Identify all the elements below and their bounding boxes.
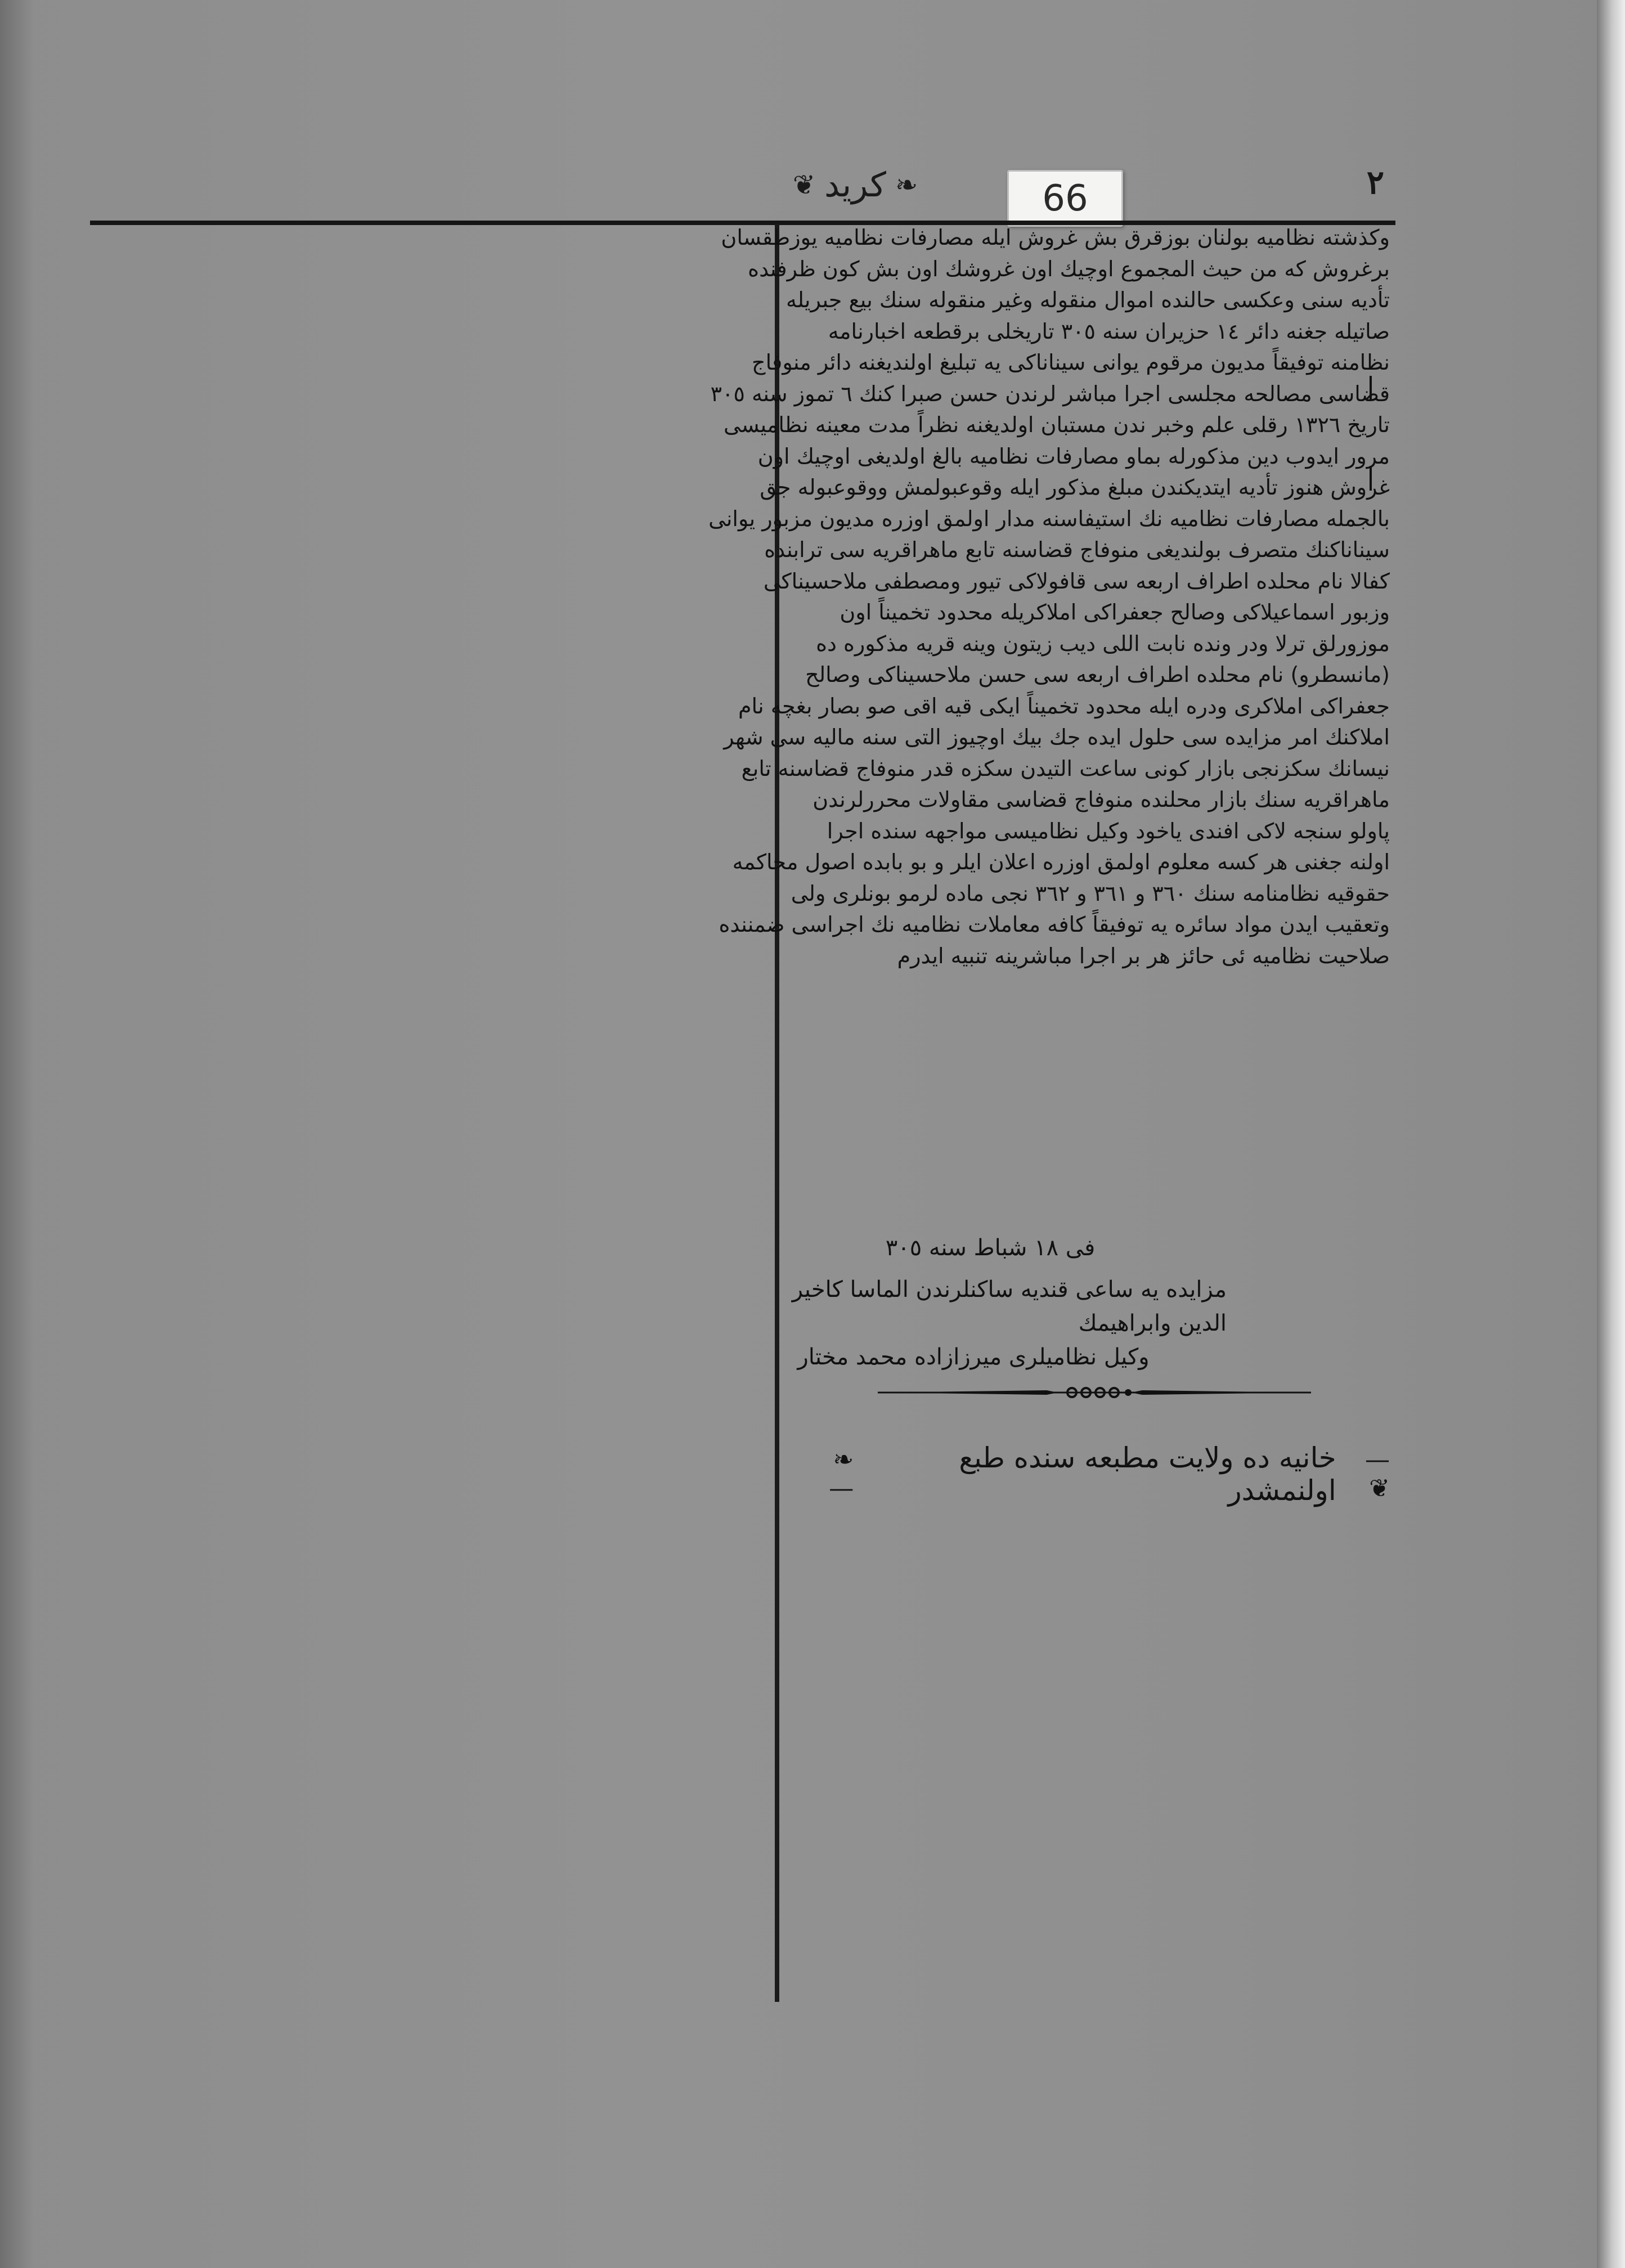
signature-block	[788, 1273, 1227, 1374]
text-line: صاتيله جغنه دائر ١٤ حزيران سنه ٣٠٥ تاريخلى برقطعه اخبارنامه	[828, 318, 1390, 344]
fleuron-icon: ❧—	[829, 1445, 854, 1503]
text-line: املاكنك امر مزايده سى حلول ايده جك بيك اوچيوز التى سنه ماليه سى شهر	[724, 725, 1390, 749]
notice-date: فى ١٨ شباط سنه ٣٠٥	[885, 1235, 1096, 1261]
text-line: مرور ايدوب دين مذكورله بماو مصارفات نظاميه بالغ اولديغى اوچيك اون	[757, 443, 1390, 469]
fleuron-icon: —❦	[1365, 1445, 1390, 1503]
text-line: بالجمله مصارفات نظاميه نك استيفاسنه مدار اولمق اوزره مديون مزبور يوانى	[708, 506, 1390, 531]
text-line: تأديه سنى وعكسى حالنده اموال منقوله وغير منقوله سنك بيع جبريله	[785, 288, 1390, 312]
page-number: ٢	[1366, 163, 1384, 201]
text-line: وزبور اسماعيلاكى وصالح جعفراكى املاكريله محدود تخميناً اون	[840, 600, 1390, 625]
text-line: اولنه جغنى هر كسه معلوم اولمق اوزره اعلان ايلر و بو بابده اصول محاكمه	[732, 850, 1390, 874]
text-line: وكذشته نظاميه بولنان بوزقرق بش غروش ايله مصارفات نظاميه يوزطقسان	[721, 225, 1390, 250]
text-line: موزورلق ترلا ودر ونده نابت اللى ديب زيتون وينه قريه مذكوره ده	[816, 631, 1390, 656]
left-fleuron-icon: ❦	[792, 169, 816, 201]
notice-text	[708, 222, 1390, 972]
text-line: كفالا نام محلده اطراف اربعه سى قافولاكى تيور ومصطفى ملاحسيناكى	[763, 568, 1390, 594]
archive-number: 66	[1042, 177, 1088, 219]
text-line: تاريخ ١٣٢٦ رقلى علم وخبر ندن مستبان اولديغنه نظراً مدت معينه نظاميسى	[723, 412, 1390, 437]
signature-line: مزايده يه ساعى قنديه ساكنلرندن الماسا كاخير الدين وابراهيمك	[792, 1277, 1227, 1336]
text-line: قضاسى مصالحه مجلسى اجرا مباشر لرندن حسن صبرا كنك ٦ تموز سنه ٣٠٥	[710, 381, 1390, 406]
text-line: حقوقيه نظامنامه سنك ٣٦٠ و ٣٦١ و ٣٦٢ نجى ماده لرمو بونلرى ولى	[791, 881, 1390, 906]
archive-number-label	[1007, 170, 1123, 227]
text-line: جعفراكى املاكرى ودره ايله محدود تخميناً ايكى قيه اقى صو بصار بغچه نام	[738, 693, 1390, 718]
ornamental-rule	[878, 1381, 1311, 1404]
page-header	[90, 158, 1395, 225]
text-line: برغروش كه من حيث المجموع اوچيك اون غروشك اون بش كون ظرفنده	[748, 256, 1390, 281]
colophon	[810, 1441, 1390, 1507]
text-line: پاولو سنجه لاكى افندى ياخود وكيل نظاميسى مواجهه سنده اجرا	[827, 818, 1390, 843]
text-line: ماهراقريه سنك بازار محلنده منوفاج قضاسى مقاولات محررلرندن	[813, 787, 1390, 812]
masthead	[754, 165, 957, 205]
masthead-title: كريد	[824, 165, 886, 205]
right-fleuron-icon: ❧	[895, 169, 918, 201]
signature-line: وكيل نظاميلرى ميرزازاده محمد مختار	[797, 1344, 1150, 1370]
text-line: سيناناكنك متصرف بولنديغى منوفاج قضاسنه تابع ماهراقريه سى ترابنده	[764, 537, 1390, 562]
text-line: صلاحيت نظاميه ئى حائز هر بر اجرا مباشرينه تنبيه ايدرم	[897, 943, 1390, 968]
page-right-edge	[1597, 0, 1625, 2268]
text-line: نيسانك سكزنجى بازار كونى ساعت التيدن سكزه قدر منوفاج قضاسنه تابع	[741, 756, 1390, 781]
page-left-shadow	[0, 0, 34, 2268]
colophon-text: خانيه ده ولايت مطبعه سنده طبع اولنمشدر	[959, 1441, 1336, 1507]
text-line: غروش هنوز تأديه ايتديكندن مبلغ مذكور ايله وقوعبولمش ووقوعبوله جق	[760, 475, 1390, 500]
text-line: نظامنه توفيقاً مديون مرقوم يوانى سيناناكى يه تبليغ اولنديغنه دائر منوفاج	[752, 350, 1390, 375]
text-line: (مانسطرو) نام محلده اطراف اربعه سى حسن ملاحسيناكى وصالح	[805, 662, 1390, 687]
text-line: وتعقيب ايدن مواد سائره يه توفيقاً كافه معاملات نظاميه نك اجراسى ضمننده	[719, 912, 1390, 937]
